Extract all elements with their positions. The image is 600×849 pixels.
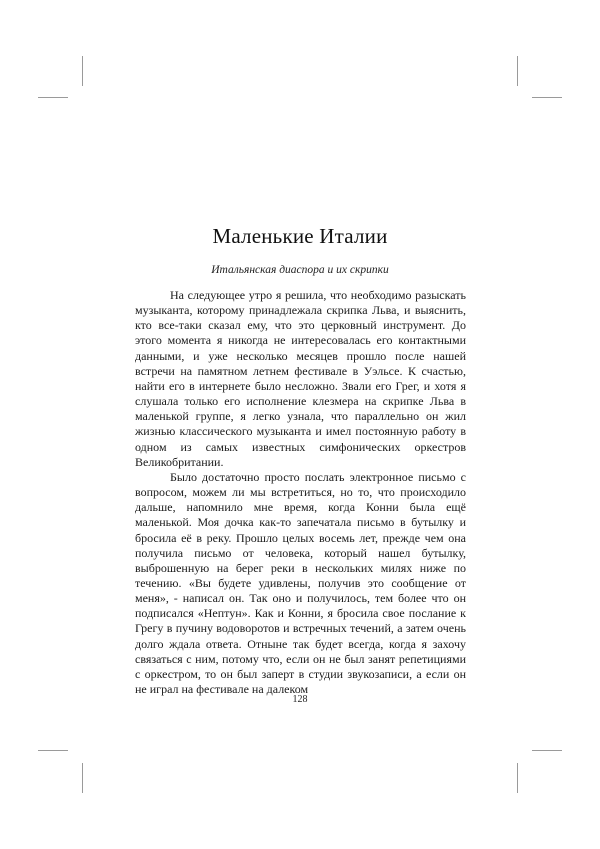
chapter-title: Маленькие Италии — [212, 224, 388, 248]
crop-mark-bottom-left-horizontal — [38, 750, 68, 751]
crop-mark-top-right-horizontal — [532, 97, 562, 98]
crop-mark-bottom-right-vertical — [517, 763, 518, 793]
crop-mark-bottom-right-horizontal — [532, 750, 562, 751]
crop-mark-bottom-left-vertical — [82, 763, 83, 793]
crop-mark-top-left-vertical — [82, 56, 83, 86]
page-number: 128 — [292, 694, 308, 705]
crop-mark-top-left-horizontal — [38, 97, 68, 98]
crop-mark-top-right-vertical — [517, 56, 518, 86]
body-text — [135, 288, 466, 697]
paragraph: На следующее утро я решила, что необходимо разыскать музыканта, которому принадлежала скрипка Льва, и выяснить, кто все-таки сказал ему, что это церковный инструмент. До этого момента я никогда не интересовалась его контактными данными, и уже несколько месяцев прошло после нашей встречи на памятном летнем фестивале в Уэльсе. К счастью, найти его в интернете было несложно. Звали его Грег, и хотя я слушала только его исполнение клезмера на скрипке Льва в маленькой группе, я легко узнала, что параллельно он жил жизнью классического музыканта и имел постоянную работу в одном из самых известных симфонических оркестров Великобритании. — [135, 288, 466, 469]
paragraph: Было достаточно просто послать электронное письмо с вопросом, можем ли мы встретиться, но то, что происходило дальше, напомнило мне время, когда Конни была ещё маленькой. Моя дочка как-то запечатала письмо в бутылку и бросила её в реку. Прошло целых восемь лет, прежде чем она получила письмо от человека, который нашел бутылку, выброшенную на берег реки в нескольких милях ниже по течению. «Вы будете удивлены, получив это сообщение от меня», - написал он. Так оно и получилось, тем более что он подписался «Нептун». Как и Конни, я бросила свое послание к Грегу в пучину водоворотов и встречных течений, а затем очень долго ждала ответа. Отныне так будет всегда, когда я захочу связаться с ним, потому что, если он не был занят репетициями с оркестром, то он был заперт в студии звукозаписи, а если он не играл на фестивале на далеком — [135, 469, 466, 697]
chapter-subtitle: Итальянская диаспора и их скрипки — [211, 264, 389, 276]
